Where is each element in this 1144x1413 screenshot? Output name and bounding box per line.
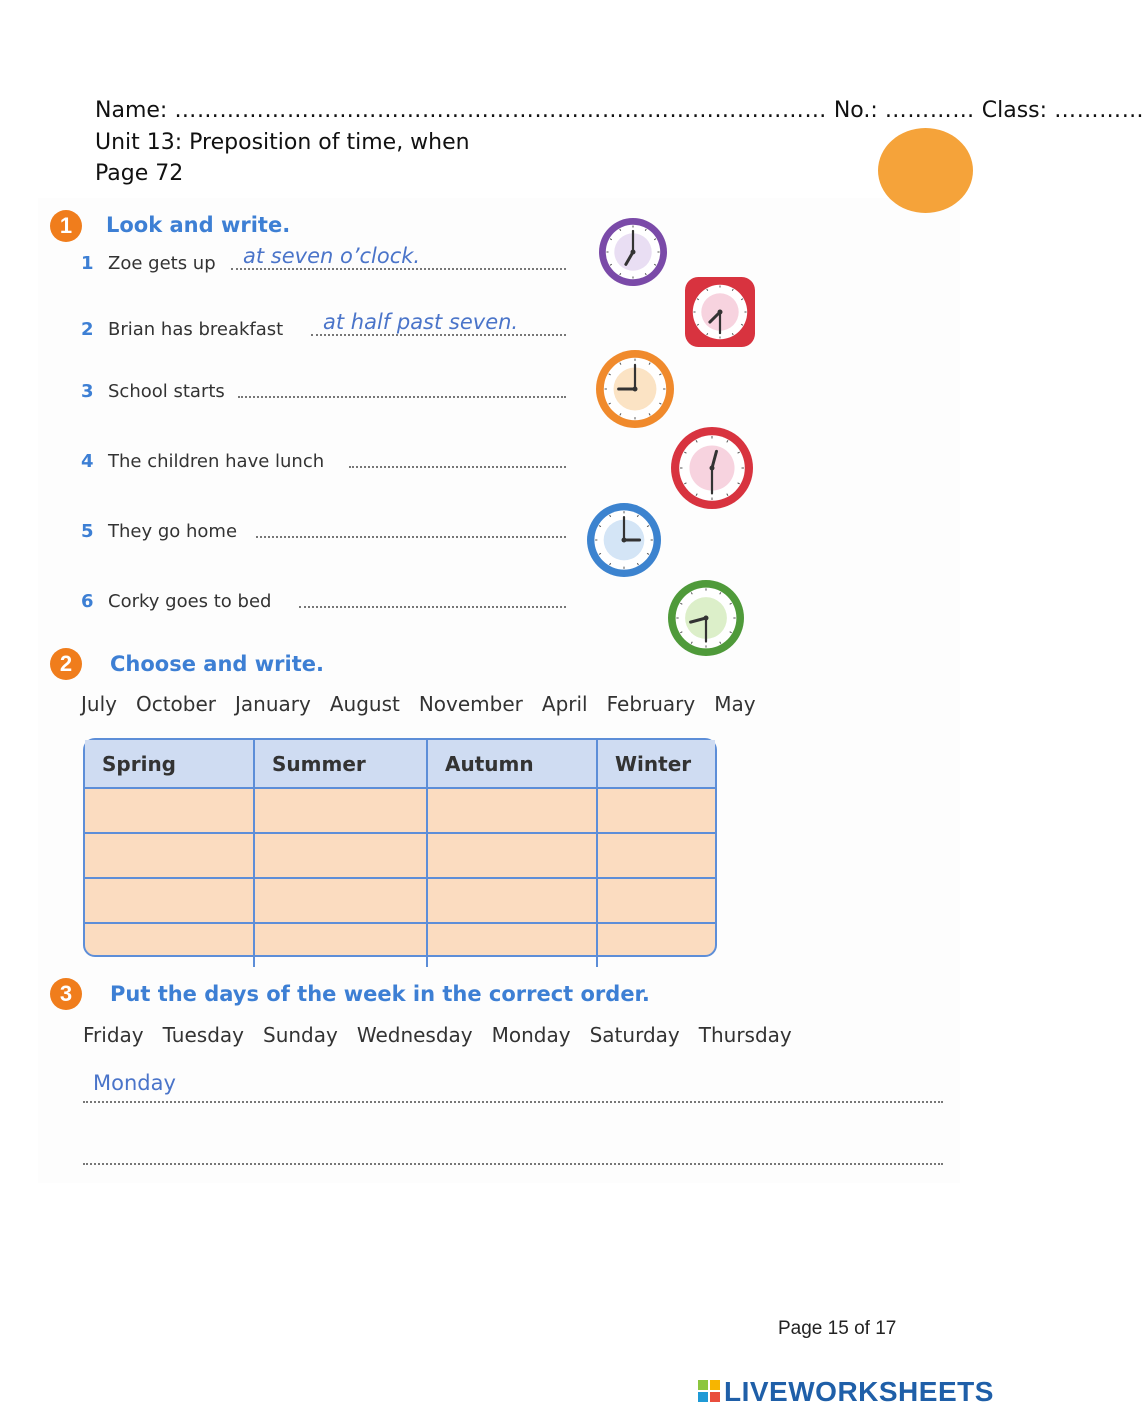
question-row <box>81 244 566 278</box>
question-number: 2 <box>81 319 94 340</box>
answer-line[interactable] <box>83 1101 943 1103</box>
clock-icon <box>596 215 670 289</box>
table-cell[interactable] <box>254 878 427 923</box>
question-text: School starts <box>108 381 225 402</box>
page-reference: Page 72 <box>95 161 184 186</box>
clock-pin <box>710 466 715 471</box>
column-header-autumn: Autumn <box>427 740 597 788</box>
page-count: Page 15 of 17 <box>778 1318 897 1339</box>
answer-line[interactable] <box>83 1163 943 1165</box>
exercise-2-title: Choose and write. <box>110 652 324 676</box>
no-blank[interactable]: ………… <box>884 98 975 123</box>
answer-text[interactable]: Monday <box>93 1071 176 1095</box>
column-header-summer: Summer <box>254 740 427 788</box>
logo-text: LIVEWORKSHEETS <box>724 1376 994 1407</box>
clock-pin <box>633 387 638 392</box>
worksheet-page <box>38 198 960 1183</box>
clock-icon <box>668 424 756 512</box>
question-number: 5 <box>81 521 94 542</box>
table-cell[interactable] <box>427 788 597 833</box>
unit-title: Unit 13: Preposition of time, when <box>95 130 470 155</box>
word: July <box>81 692 117 716</box>
question-number: 6 <box>81 591 94 612</box>
answer-blank[interactable] <box>349 466 566 468</box>
table-cell[interactable] <box>254 833 427 878</box>
clock-icon <box>665 577 747 659</box>
question-row <box>81 310 566 344</box>
name-blank[interactable]: …………………………………………………………………………… <box>174 98 827 123</box>
question-number: 4 <box>81 451 94 472</box>
table-cell[interactable] <box>597 878 715 923</box>
logo-mark-icon <box>698 1380 722 1404</box>
answer-blank[interactable] <box>311 334 566 336</box>
class-blank[interactable]: ………… <box>1054 98 1144 123</box>
table-cell[interactable] <box>85 788 254 833</box>
exercise-3-number: 3 <box>50 978 82 1010</box>
clock-pin <box>704 616 709 621</box>
table-cell[interactable] <box>85 923 254 967</box>
clock-pin <box>622 538 627 543</box>
clock-icon <box>683 275 757 349</box>
question-text: The children have lunch <box>108 451 325 472</box>
exercise-2-number: 2 <box>50 648 82 680</box>
question-row <box>81 446 566 476</box>
word: May <box>714 692 756 716</box>
word: Tuesday <box>162 1023 244 1047</box>
word: Monday <box>491 1023 571 1047</box>
clock-icon <box>593 347 677 431</box>
exercise-3-title: Put the days of the week in the correct order. <box>110 982 650 1006</box>
word: Wednesday <box>356 1023 473 1047</box>
exercise-1-number: 1 <box>50 210 82 242</box>
answer-blank[interactable] <box>299 606 566 608</box>
season-table <box>83 738 717 957</box>
word: January <box>235 692 311 716</box>
question-text: They go home <box>108 521 238 542</box>
day-word-bank <box>83 1023 811 1047</box>
question-row <box>81 516 566 546</box>
month-word-bank <box>81 692 775 716</box>
table-cell[interactable] <box>427 833 597 878</box>
class-label: Class: <box>981 98 1048 123</box>
sun-decoration-icon <box>878 128 973 213</box>
no-label: No.: <box>833 98 878 123</box>
word: Sunday <box>263 1023 338 1047</box>
name-line <box>95 98 1144 123</box>
word: November <box>418 692 523 716</box>
table-cell[interactable] <box>254 788 427 833</box>
table-cell[interactable] <box>254 923 427 967</box>
table-cell[interactable] <box>85 833 254 878</box>
table-cell[interactable] <box>597 833 715 878</box>
table-cell[interactable] <box>427 923 597 967</box>
question-number: 3 <box>81 381 94 402</box>
liveworksheets-logo <box>698 1376 994 1410</box>
clock-pin <box>631 250 636 255</box>
answer-text[interactable]: at half past seven. <box>323 310 519 334</box>
answer-blank[interactable] <box>231 268 566 270</box>
column-header-spring: Spring <box>85 740 254 788</box>
clock-pin <box>718 310 723 315</box>
word: April <box>541 692 588 716</box>
table-cell[interactable] <box>597 923 715 967</box>
question-number: 1 <box>81 253 94 274</box>
question-text: Corky goes to bed <box>108 591 272 612</box>
answer-text[interactable]: at seven o’clock. <box>243 244 421 268</box>
table-cell[interactable] <box>427 878 597 923</box>
word: Saturday <box>589 1023 680 1047</box>
exercise-1-title: Look and write. <box>106 213 291 237</box>
word: Thursday <box>698 1023 792 1047</box>
question-row <box>81 586 566 616</box>
word: October <box>135 692 217 716</box>
clock-icon <box>584 500 664 580</box>
question-text: Brian has breakfast <box>108 319 284 340</box>
word: August <box>329 692 400 716</box>
table-cell[interactable] <box>85 878 254 923</box>
name-label: Name: <box>95 98 168 123</box>
word: Friday <box>83 1023 144 1047</box>
word: February <box>606 692 696 716</box>
table-cell[interactable] <box>597 788 715 833</box>
column-header-winter: Winter <box>597 740 715 788</box>
answer-blank[interactable] <box>238 396 566 398</box>
answer-blank[interactable] <box>256 536 566 538</box>
question-row <box>81 376 566 406</box>
question-text: Zoe gets up <box>108 253 216 274</box>
